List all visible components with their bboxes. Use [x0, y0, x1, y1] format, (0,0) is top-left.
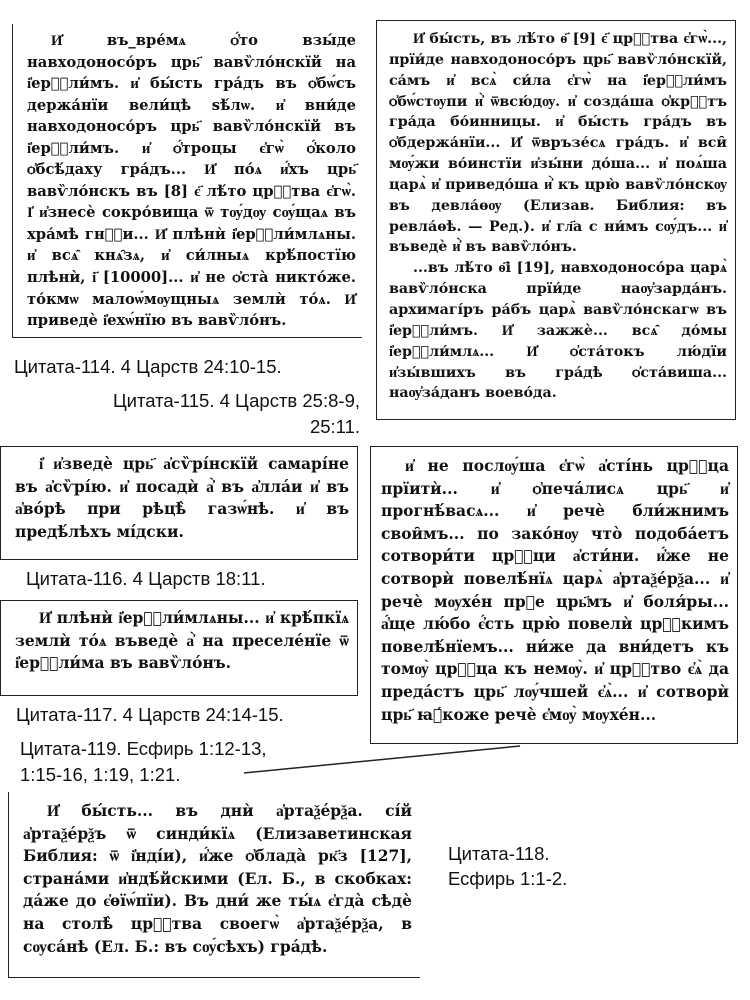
- caption-115-line1: Цитата-115. 4 Царств 25:8-9,: [112, 390, 360, 411]
- caption-119-line1: Цитата-119. Есфирь 1:12-13,: [20, 738, 267, 759]
- caption-115-line2: 25:11.: [309, 416, 360, 437]
- caption-119-line2: 1:15-16, 1:19, 1:21.: [20, 764, 181, 785]
- caption-114: Цитата-114. 4 Царств 24:10-15.: [14, 356, 282, 377]
- caption-116: Цитата-116. 4 Царств 18:11.: [26, 568, 266, 589]
- caption-117: Цитата-117. 4 Царств 24:14-15.: [16, 704, 284, 725]
- caption-118-line1: Цитата-118.: [448, 843, 550, 864]
- quote-118-text: И҆ бы́сть... въ днѝ а҆ртаѯе́рѯа. сі́й а҆ртаѯе́рѯъ ѿ синди́кїѧ (Елизаветинская Библия: ѿ і҆нді́и), и҆́же ѻ҆блада̀ рк҃з [127], страна́ми и҆ндѣ́йскими (Ел. Б., в скобках: да́же до є҆ѳїѡ́пїи). Въ дни́ же ты́ѧ є҆гда̀ сѣдѐ на столѣ̀ црⷭ҇тва своегѡ̀ а҆ртаѯе́рѯа, в сѹса́нѣ (Ел. Б.: въ сѹ́сѣхъ) гра́дѣ.: [23, 801, 412, 956]
- connector-line: [244, 746, 520, 773]
- quote-119-text: и҆ не послѹ́ша є҆гѡ̀ а҆сті́нь црⷭ҇ца прїитѝ... и҆ ѻ҆печа́лисѧ црь҃ и҆ прогнѣ́васѧ... и҆ речѐ бли́жнимъ свои̑мъ... по зако́нѹ что̀ подоба́етъ сотвори́ти црⷭ҇ци а҆сти́ни. и҆́же не сотворѝ повелѣ́нїѧ царѧ̀ а҆ртаѯе́рѯа... и҆ речѐ мѹхе́н прⷣе црь҃мъ и҆ боля́ры... а҆́ще лю́бо є҆́сть црю̀ повелѝ црⷭ҇кимъ повелѣ́нїемъ... ни́же да вни́детъ къ томѹ̀ црⷭ҇ца къ немѹ̀. и҆ црⷭ҇тво є҆ѧ̀ да преда́стъ црь҃ лѹ́чшей є҆ѧ̀... и҆ сотворѝ црь҃ ꙗ҆́коже речѐ є҆мѹ̀ мѹхе́н...: [381, 456, 729, 724]
- caption-118-line2: Есфирь 1:1-2.: [448, 868, 568, 889]
- quote-115-text-1: И҆ бы́сть, въ лѣ́то ѳ҃ [9] є҃ црⷭ҇тва є҆гѡ̀..., прїи́де навходоносо́ръ црь҃ вавѷло́нскїй, са́мъ и҆ всѧ̀ си́ла є҆гѡ̀ на і҆ерⷭ҇ли́мъ ѻ҆бѡ́стѹпи и҆̀ ѿвсю́дѹ. и҆ созда́ша ѻ҆крⷭ҇тъ гра́да бо́инницы. и҆ бы́сть гра́дъ въ ѻ҆бдержа́нїи... И҆ ѿвръзе́сѧ гра́дъ. и҆ вси̑ мѹ́жи во́инстїи и҆зы́ни до́ша... и҆ поѧ́ша царѧ̀ и҆ приведо́ша и҆̀ къ црю̀ вавѷло́нскѹ въ девла́ѳѹ (Елизав. Библия: въ ревла́ѳѣ. — Ред.). и҆ гл҃а с ни́мъ сѹ́дъ... и҆ въведѐ и҆̀ въ вавѷло́нъ.: [389, 31, 727, 256]
- quote-114-text: И҆ въ_вре́мѧ ѻ҆́то взы́де навходоносо́ръ црь҃ вавѷло́нскїй на і҆ерⷭ҇ли́мъ. и҆ бы́сть гра́дъ въ ѻ҆бѡ́съ держа́нїи вели́цѣ ѕѣ́лѡ. и҆ вни́де навходоносо́ръ црь҃ вавѷло́нскїй въ і҆ерⷭ҇ли́мъ. и҆ ѻ҆́троцы є҆гѡ̀ ѻ҆́коло ѻ҆бсѣ́даху гра́дъ... И҆ по́ѧ и҆́хъ црь҃ вавѷло́нскъ въ [8] є҃ лѣ́то црⷭ҇тва є҆гѡ̀. І҆ и҆знесѐ сокро́вища ѿ тѹ́дѹ сѹ́щаѧ въ хра́мѣ гнⷭ҇и... И҆ плѣнѝ і҆ерⷭ҇ли́млѧны. и҆ всѧ̑ кнѧ̑зѧ, и҆ си́лныѧ крѣ́постїю плѣнѝ, і҃ [10000]... и҆ не ѻ҆ста̀ никто́же. то́кмѡ малоѡ́мѹщныѧ землѝ то́ѧ. И҆ приведѐ і҆ехѡ́нїю въ вавѷло́нъ.: [27, 32, 356, 330]
- quote-115-text-2: ...въ лѣ́то ѳ҃і [19], навходоносо́ра царѧ̀ вавѷло́нска прїи́де наѹ̓зарда́нъ. архимагі́ръ ра́бъ царѧ̀ вавѷло́нскагѡ въ і҆ерⷭ҇ли́мъ. И҆ зажжѐ... всѧ̑ до́мы і҆ерⷭ҇ли́млѧ... И҆ ѻ҆ста́токъ лю́дїи и҆зы́вшихъ въ гра́дѣ ѻ҆ста́виша... наѹ̓за́данъ воево́да.: [389, 260, 727, 402]
- quote-117-text: И҆ плѣнѝ і҆ерⷭ҇ли́млѧны... и҆ крѣ́пкїѧ землѝ то́ѧ въведѐ а҆̀ на преселе́нїе ѿ і҆ерⷭ҇ли́ма въ вавѷло́нъ.: [15, 608, 349, 673]
- quote-116-text: і҆ и҆зведѐ црь҃ а҆сѷрі́нскїй самарі́не въ а҆сѷрі́ю. и҆ посадѝ а҆̀ въ а҆лла́и и҆ въ а҆во́рѣ при рѣцѣ̀ газѡ́нѣ. и҆ въ предѣ́лѣхъ мі́дски.: [15, 454, 349, 541]
- quote-118-box: [8, 792, 420, 978]
